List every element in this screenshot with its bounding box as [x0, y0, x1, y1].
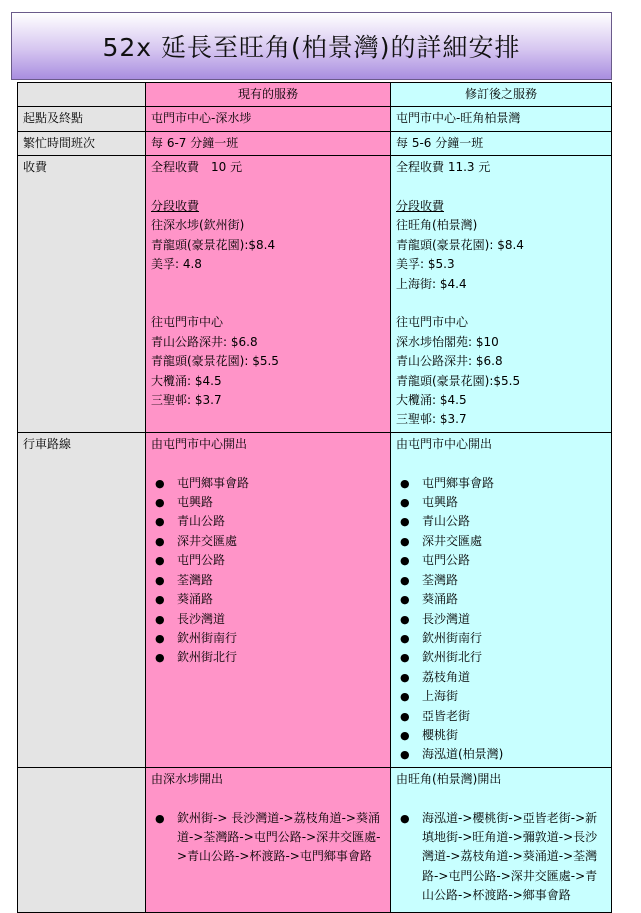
row-label: 繁忙時間班次 [18, 131, 146, 155]
route-stop: ● 屯門鄉事會路 [396, 474, 606, 493]
route-stop: ● 荔枝角道 [396, 668, 606, 687]
route-description: ● 欽州街-> 長沙灣道->荔枝角道->葵涌道->荃灣路->屯門公路->深井交匯處->青山公路->杯渡路->屯門鄉事會路 [151, 809, 385, 867]
fare-item: 青山公路深井: $6.8 [396, 354, 503, 369]
header-current-service: 現有的服務 [146, 83, 391, 107]
current-frequency: 每 6-7 分鐘一班 [146, 131, 391, 155]
fare-item: 青龍頭(豪景花園): $8.4 [396, 237, 524, 252]
revised-routing [391, 432, 612, 767]
current-endpoints: 屯門市中心-深水埗 [146, 107, 391, 131]
route-stop: ● 屯興路 [396, 493, 606, 512]
direction-title: 往屯門市中心 [151, 315, 224, 330]
row-label: 起點及終點 [18, 107, 146, 131]
current-routing [146, 432, 391, 767]
section-fare-title: 分段收費 [396, 199, 445, 214]
fare-item: 青龍頭(豪景花園):$8.4 [151, 237, 276, 252]
fare-item: 上海街: $4.4 [396, 276, 467, 291]
fare-list [396, 333, 606, 430]
route-stop: ● 荃灣路 [396, 571, 606, 590]
table-row-return [18, 767, 612, 912]
departure-point: 由深水埗開出 [151, 771, 224, 786]
stop-list [151, 474, 385, 668]
route-stop: ● 深井交匯處 [151, 532, 385, 551]
section-fare-title: 分段收費 [151, 199, 200, 214]
departure-point: 由屯門市中心開出 [151, 436, 248, 451]
route-stop: ● 葵涌路 [151, 590, 385, 609]
stop-list [396, 474, 606, 765]
table-row-fares [18, 156, 612, 433]
fare-item: 青山公路深井: $6.8 [151, 334, 258, 349]
row-label: 行車路線 [18, 432, 146, 767]
direction-title: 往深水埗(欽州街) [151, 218, 245, 233]
departure-point: 由屯門市中心開出 [396, 436, 493, 451]
current-return-route [146, 767, 391, 912]
header-blank [18, 83, 146, 107]
route-stop: ● 欽州街北行 [396, 648, 606, 667]
revised-fares [391, 156, 612, 433]
route-stop: ● 屯門公路 [151, 551, 385, 570]
route-stop: ● 亞皆老街 [396, 707, 606, 726]
comparison-table [17, 82, 612, 913]
route-stop: ● 深井交匯處 [396, 532, 606, 551]
route-stop: ● 欽州街北行 [151, 648, 385, 667]
route-stop: ● 長沙灣道 [396, 610, 606, 629]
table-header-row [18, 83, 612, 107]
full-fare: 全程收費 10 元 [151, 160, 243, 175]
fare-item: 青龍頭(豪景花園): $5.5 [151, 354, 279, 369]
departure-point: 由旺角(柏景灣)開出 [396, 771, 502, 786]
route-stop: ● 屯門公路 [396, 551, 606, 570]
route-stop: ● 葵涌路 [396, 590, 606, 609]
fare-item: 三聖邨: $3.7 [151, 393, 222, 408]
table-row-frequency [18, 131, 612, 155]
direction-title: 往旺角(柏景灣) [396, 218, 478, 233]
revised-return-route [391, 767, 612, 912]
fare-list [396, 236, 606, 294]
route-description: ● 海泓道->櫻桃街->亞皆老街->新填地街->旺角道->彌敦道->長沙灣道->荔枝角道->葵涌道->荃灣路->屯門公路->深井交匯處->青山公路->杯渡路->鄉事會路 [396, 809, 606, 906]
table-row-routing [18, 432, 612, 767]
fare-item: 美孚: 4.8 [151, 257, 202, 272]
fare-list [151, 236, 385, 275]
route-stop: ● 屯門鄉事會路 [151, 474, 385, 493]
route-stop: ● 櫻桃街 [396, 726, 606, 745]
route-stop: ● 青山公路 [151, 512, 385, 531]
current-fares [146, 156, 391, 433]
fare-item: 大欖涌: $4.5 [396, 393, 467, 408]
fare-list [151, 333, 385, 411]
route-stop: ● 欽州街南行 [151, 629, 385, 648]
row-label [18, 767, 146, 912]
route-stop: ● 欽州街南行 [396, 629, 606, 648]
fare-item: 美孚: $5.3 [396, 257, 455, 272]
route-stop: ● 海泓道(柏景灣) [396, 745, 606, 764]
page-title: 52x 延長至旺角(柏景灣)的詳細安排 [11, 12, 612, 80]
fare-item: 三聖邨: $3.7 [396, 412, 467, 427]
route-stop: ● 上海街 [396, 687, 606, 706]
route-stop: ● 青山公路 [396, 512, 606, 531]
table-row-endpoints [18, 107, 612, 131]
fare-item: 青龍頭(豪景花園):$5.5 [396, 373, 521, 388]
row-label: 收費 [18, 156, 146, 433]
route-stop: ● 長沙灣道 [151, 610, 385, 629]
revised-endpoints: 屯門市中心-旺角柏景灣 [391, 107, 612, 131]
header-revised-service: 修訂後之服務 [391, 83, 612, 107]
direction-title: 往屯門市中心 [396, 315, 469, 330]
fare-item: 大欖涌: $4.5 [151, 373, 222, 388]
revised-frequency: 每 5-6 分鐘一班 [391, 131, 612, 155]
route-stop: ● 荃灣路 [151, 571, 385, 590]
full-fare: 全程收費 11.3 元 [396, 160, 491, 175]
fare-item: 深水埗怡閣苑: $10 [396, 334, 499, 349]
route-stop: ● 屯興路 [151, 493, 385, 512]
